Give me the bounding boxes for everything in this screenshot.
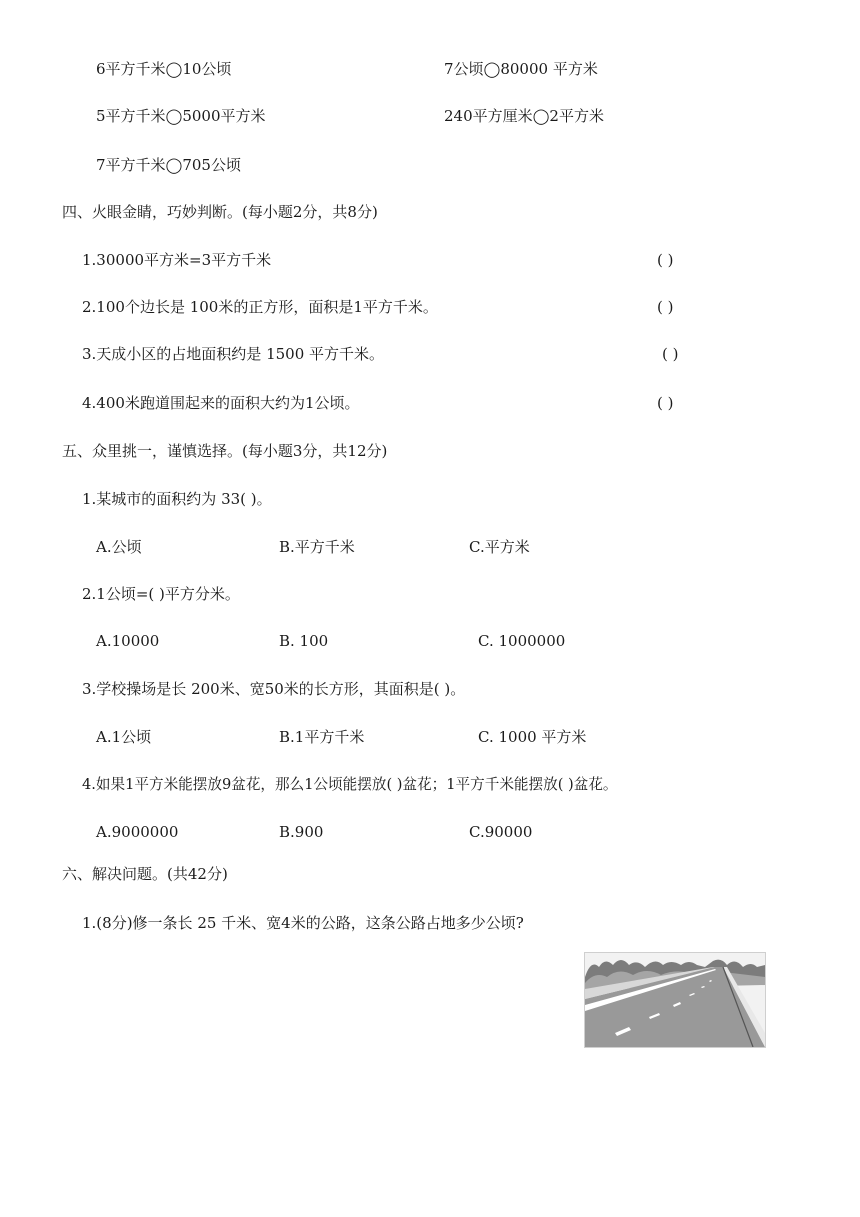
compare-item-2: 7公顷◯80000 平方米: [444, 60, 598, 78]
option-b[interactable]: B. 100: [279, 632, 329, 650]
section-6-title: 六、解决问题。(共42分): [62, 865, 228, 883]
option-a[interactable]: A.10000: [96, 632, 160, 650]
choice-question-2: 2.1公顷=( )平方分米。: [82, 585, 240, 603]
judge-item-4: 4.400米跑道围起来的面积大约为1公顷。: [82, 394, 360, 412]
answer-paren[interactable]: ( ): [657, 298, 674, 316]
compare-item-5: 7平方千米◯705公顷: [96, 156, 241, 174]
option-b[interactable]: B.1平方千米: [279, 728, 365, 746]
choice-question-3: 3.学校操场是长 200米、宽50米的长方形，其面积是( )。: [82, 680, 466, 698]
compare-item-3: 5平方千米◯5000平方米: [96, 107, 266, 125]
problem-1: 1.(8分)修一条长 25 千米、宽4米的公路，这条公路占地多少公顷?: [82, 914, 524, 932]
option-c[interactable]: C. 1000000: [478, 632, 566, 650]
judge-item-1: 1.30000平方米=3平方千米: [82, 251, 272, 269]
option-c[interactable]: C.90000: [469, 823, 533, 841]
answer-paren[interactable]: ( ): [657, 394, 674, 412]
choice-question-4: 4.如果1平方米能摆放9盆花，那么1公顷能摆放( )盆花；1平方千米能摆放( )盆花。: [82, 776, 618, 793]
compare-item-1: 6平方千米◯10公顷: [96, 60, 232, 78]
choice-question-1: 1.某城市的面积约为 33( )。: [82, 490, 272, 508]
answer-paren[interactable]: ( ): [657, 251, 674, 269]
option-a[interactable]: A.9000000: [96, 823, 179, 841]
option-c[interactable]: C. 1000 平方米: [478, 728, 587, 746]
option-a[interactable]: A.公顷: [96, 538, 142, 556]
compare-item-4: 240平方厘米◯2平方米: [444, 107, 604, 125]
option-a[interactable]: A.1公顷: [96, 728, 152, 746]
section-5-title: 五、众里挑一，谨慎选择。(每小题3分，共12分): [62, 442, 388, 460]
option-c[interactable]: C.平方米: [469, 538, 530, 556]
judge-item-2: 2.100个边长是 100米的正方形，面积是1平方千米。: [82, 298, 438, 316]
highway-road-illustration: [584, 952, 766, 1048]
section-4-title: 四、火眼金睛，巧妙判断。(每小题2分，共8分): [62, 203, 378, 221]
option-b[interactable]: B.900: [279, 823, 324, 841]
judge-item-3: 3.天成小区的占地面积约是 1500 平方千米。: [82, 345, 385, 363]
road-picture: [585, 953, 765, 1047]
answer-paren[interactable]: ( ): [662, 345, 679, 363]
option-b[interactable]: B.平方千米: [279, 538, 355, 556]
